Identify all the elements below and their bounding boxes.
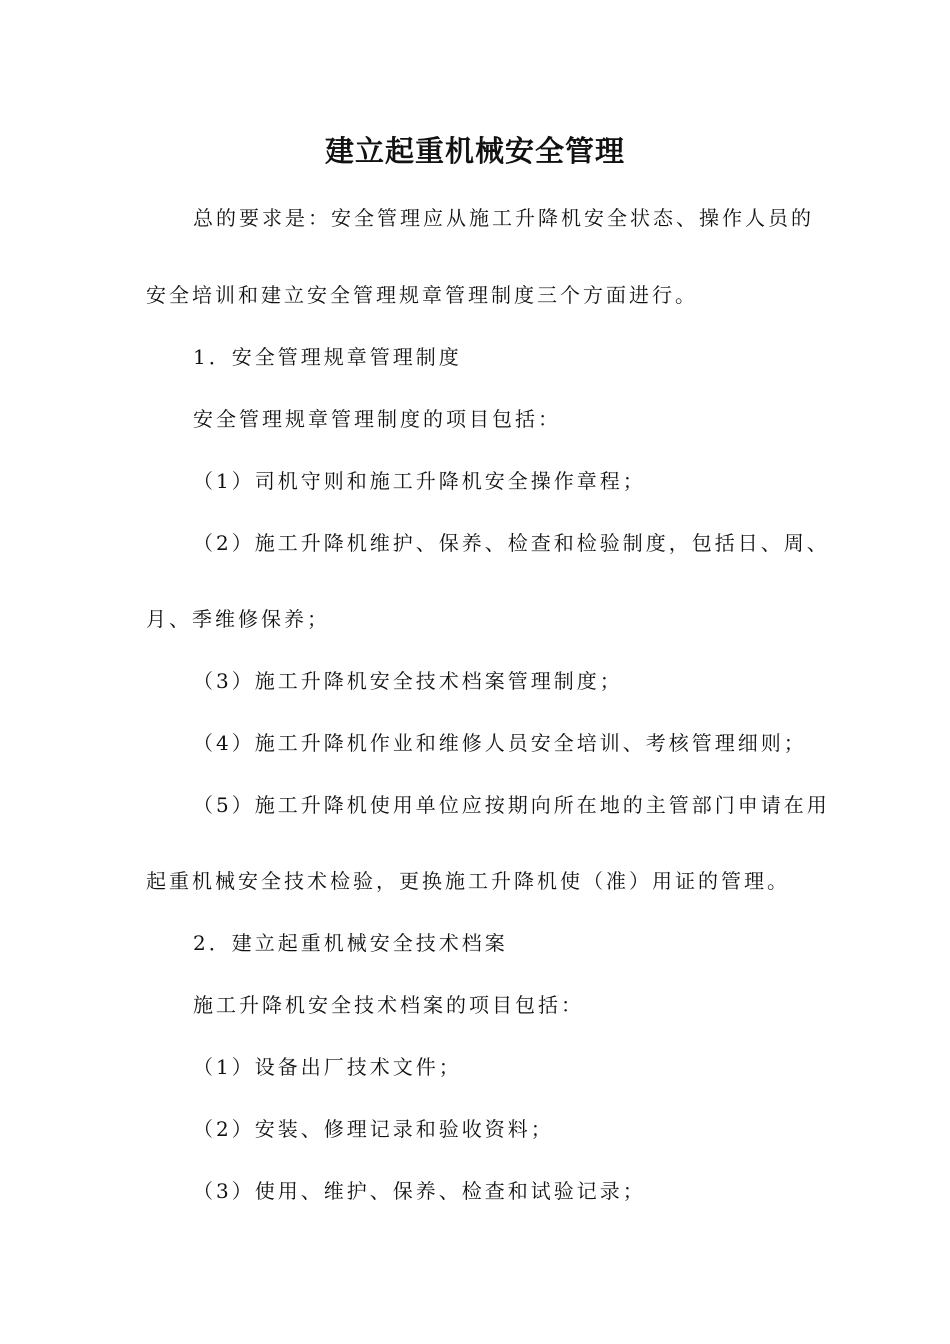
list-item-1-5-line-1: （5）施工升降机使用单位应按期向所在地的主管部门申请在用 [193,793,830,817]
list-item-2-1: （1）设备出厂技术文件； [193,1055,462,1079]
list-item-1-3: （3）施工升降机安全技术档案管理制度； [193,669,623,693]
paragraph-intro-line-1: 总的要求是：安全管理应从施工升降机安全状态、操作人员的 [193,206,814,230]
section-1-intro: 安全管理规章管理制度的项目包括： [193,407,561,431]
section-heading-2: 2．建立起重机械安全技术档案 [193,931,508,955]
list-item-1-5-line-2: 起重机械安全技术检验，更换施工升降机使（准）用证的管理。 [146,869,790,893]
list-item-2-2: （2）安装、修理记录和验收资料； [193,1117,554,1141]
list-item-1-4: （4）施工升降机作业和维修人员安全培训、考核管理细则； [193,731,807,755]
paragraph-intro-line-2: 安全培训和建立安全管理规章管理制度三个方面进行。 [146,283,698,307]
list-item-1-1: （1）司机守则和施工升降机安全操作章程； [193,469,646,493]
list-item-1-2-line-1: （2）施工升降机维护、保养、检查和检验制度，包括日、周、 [193,531,830,555]
document-title: 建立起重机械安全管理 [324,134,625,168]
list-item-2-3: （3）使用、维护、保养、检查和试验记录； [193,1179,646,1203]
list-item-1-2-line-2: 月、季维修保养； [146,607,330,631]
section-heading-1: 1．安全管理规章管理制度 [193,345,462,369]
section-2-intro: 施工升降机安全技术档案的项目包括： [193,993,584,1017]
